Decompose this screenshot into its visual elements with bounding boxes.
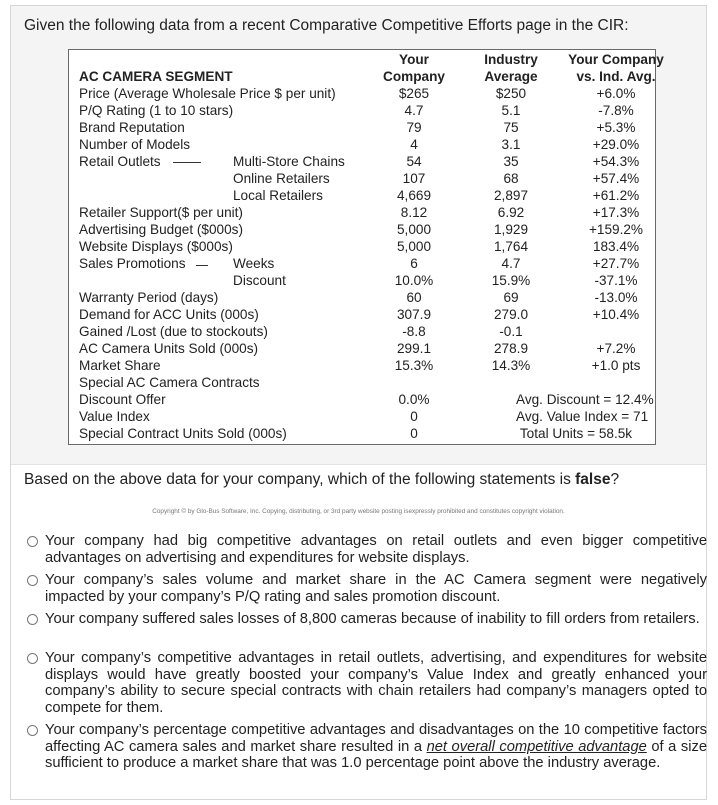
row-sublabel: Online Retailers	[233, 171, 330, 186]
radio-button[interactable]	[27, 725, 38, 736]
row-label: Special Contract Units Sold (000s)	[79, 426, 287, 441]
industry-average-value: 35	[503, 154, 519, 169]
row-label: AC Camera Units Sold (000s)	[79, 341, 259, 356]
row-label: Sales Promotions	[79, 256, 186, 271]
row-label: Value Index	[79, 409, 150, 424]
intro-text: Given the following data from a recent Comparative Competitive Efforts page in the CIR:	[24, 17, 629, 34]
your-company-value: 4.7	[404, 103, 424, 118]
option-text: Your company had big competitive advantages on retail outlets and even bigger competitive advantages on advertising and expenditures for website displays.	[45, 533, 707, 566]
vs-industry-value: +7.2%	[596, 341, 636, 356]
header-your-company-1: Your	[399, 52, 429, 67]
answer-option-1[interactable]	[27, 533, 707, 566]
vs-industry-value: +17.3%	[592, 205, 640, 220]
radio-button[interactable]	[27, 575, 38, 586]
industry-average-value: 15.9%	[491, 273, 531, 288]
industry-average-value: 2,897	[493, 188, 529, 203]
vs-industry-value: -13.0%	[594, 290, 638, 305]
industry-average-value: 278.9	[493, 341, 529, 356]
your-company-value: 60	[406, 290, 422, 305]
row-sublabel: Weeks	[233, 256, 275, 271]
vs-industry-value: +6.0%	[596, 86, 636, 101]
copyright-notice: Copyright © by Glo-Bus Software, Inc. Copying, distributing, or 3rd party website posting isexpressly prohibited and constitutes copyright violation.	[152, 508, 565, 515]
industry-average-value: 4.7	[501, 256, 521, 271]
answer-option-4[interactable]	[27, 650, 707, 717]
row-label: Market Share	[79, 358, 161, 373]
vs-industry-value: +1.0 pts	[591, 358, 641, 373]
your-company-value: 5,000	[396, 222, 432, 237]
your-company-value: 0	[410, 426, 418, 441]
prompt-end: ?	[610, 471, 620, 488]
your-company-value: 307.9	[396, 307, 432, 322]
header-industry-2: Average	[484, 69, 538, 84]
vs-industry-value: +61.2%	[592, 188, 640, 203]
row-label: Number of Models	[79, 137, 191, 152]
your-company-value: -8.8	[402, 324, 426, 339]
option-text	[45, 722, 707, 772]
vs-industry-value: +54.3%	[592, 154, 640, 169]
row-label: Website Displays ($000s)	[79, 239, 233, 254]
special-contract-summary: Avg. Discount = 12.4%	[516, 392, 654, 407]
industry-average-value: 68	[503, 171, 519, 186]
row-label: Price (Average Wholesale Price $ per unit)	[79, 86, 336, 101]
option-text-end: of a size sufficient to produce a market share that was 1.0 percentage point above the industry average.	[45, 738, 707, 772]
industry-average-value: 5.1	[501, 103, 521, 118]
your-company-value: $265	[398, 86, 430, 101]
header-industry-1: Industry	[484, 52, 538, 67]
answer-option-5[interactable]	[27, 722, 707, 772]
answer-option-2[interactable]	[27, 572, 707, 605]
vs-industry-value: 183.4%	[592, 239, 640, 254]
special-contract-summary: Total Units = 58.5k	[519, 426, 633, 441]
row-label: Warranty Period (days)	[79, 290, 219, 305]
header-vs-avg-1: Your Company	[568, 52, 664, 67]
your-company-value: 54	[406, 154, 422, 169]
industry-average-value: 69	[503, 290, 519, 305]
industry-average-value: $250	[495, 86, 527, 101]
row-label: Special AC Camera Contracts	[79, 375, 260, 390]
special-contract-summary: Avg. Value Index = 71	[516, 409, 649, 424]
row-sublabel: Multi-Store Chains	[233, 154, 345, 169]
row-label: P/Q Rating (1 to 10 stars)	[79, 103, 234, 118]
your-company-value: 10.0%	[394, 273, 434, 288]
vs-industry-value: +10.4%	[592, 307, 640, 322]
row-label: Gained /Lost (due to stockouts)	[79, 324, 268, 339]
your-company-value: 8.12	[400, 205, 428, 220]
option-text: Your company’s competitive advantages in retail outlets, advertising, and expenditures for website displays would have greatly boosted your company’s Value Index and greatly enhanced your company’s ability to secure special contracts with chain retailers had company’s managers opted to compete for them.	[45, 650, 707, 717]
prompt-text: Based on the above data for your company, which of the following statements is	[24, 471, 576, 488]
answer-option-3[interactable]	[27, 611, 707, 628]
radio-button[interactable]	[27, 614, 38, 625]
your-company-value: 15.3%	[394, 358, 434, 373]
option-emphasis: net overall competitive advantage	[426, 738, 647, 755]
vs-industry-value: +5.3%	[596, 120, 636, 135]
prompt-emphasis: false	[575, 471, 611, 488]
segment-title: AC CAMERA SEGMENT	[79, 69, 233, 84]
comparative-efforts-table	[68, 49, 664, 445]
your-company-value: 6	[410, 256, 418, 271]
industry-average-value: 14.3%	[491, 358, 531, 373]
radio-button[interactable]	[27, 653, 38, 664]
row-sublabel: Local Retailers	[233, 188, 323, 203]
option-text: Your company’s sales volume and market share in the AC Camera segment were negatively impacted by your company’s P/Q rating and sales promotion discount.	[45, 572, 707, 605]
vs-industry-value: -7.8%	[598, 103, 634, 118]
retail-outlets-connector	[173, 162, 201, 163]
row-label: Retailer Support($ per unit)	[79, 205, 243, 220]
radio-button[interactable]	[27, 536, 38, 547]
industry-average-value: 1,929	[493, 222, 529, 237]
row-label: Brand Reputation	[79, 120, 185, 135]
header-your-company-2: Company	[383, 69, 445, 84]
option-text: Your company suffered sales losses of 8,800 cameras because of inability to fill orders from retailers.	[45, 611, 700, 627]
vs-industry-value: -37.1%	[594, 273, 638, 288]
industry-average-value: 3.1	[501, 137, 521, 152]
header-vs-avg-2: vs. Ind. Avg.	[576, 69, 656, 84]
vs-industry-value: +159.2%	[588, 222, 644, 237]
your-company-value: 4,669	[396, 188, 432, 203]
vs-industry-value: +27.7%	[592, 256, 640, 271]
row-label: Retail Outlets	[79, 154, 161, 169]
your-company-value: 0.0%	[398, 392, 430, 407]
your-company-value: 107	[402, 171, 426, 186]
your-company-value: 299.1	[396, 341, 432, 356]
your-company-value: 4	[410, 137, 418, 152]
row-label: Discount Offer	[79, 392, 166, 407]
row-label: Advertising Budget ($000s)	[79, 222, 243, 237]
question-data-panel	[11, 6, 706, 465]
question-card	[10, 5, 707, 800]
industry-average-value: 1,764	[493, 239, 529, 254]
industry-average-value: 6.92	[497, 205, 525, 220]
vs-industry-value: +57.4%	[592, 171, 640, 186]
sales-promotions-connector	[196, 265, 208, 266]
question-prompt	[24, 471, 619, 489]
industry-average-value: -0.1	[499, 324, 523, 339]
your-company-value: 79	[406, 120, 422, 135]
vs-industry-value: +29.0%	[592, 137, 640, 152]
your-company-value: 5,000	[396, 239, 432, 254]
row-sublabel: Discount	[233, 273, 286, 288]
option-text-start: Your company’s percentage competitive advantages and disadvantages on the 10 competitive factors affecting AC camera sales and market share resulted in a	[45, 722, 707, 755]
your-company-value: 0	[410, 409, 418, 424]
row-label: Demand for ACC Units (000s)	[79, 307, 259, 322]
industry-average-value: 75	[503, 120, 519, 135]
industry-average-value: 279.0	[493, 307, 529, 322]
